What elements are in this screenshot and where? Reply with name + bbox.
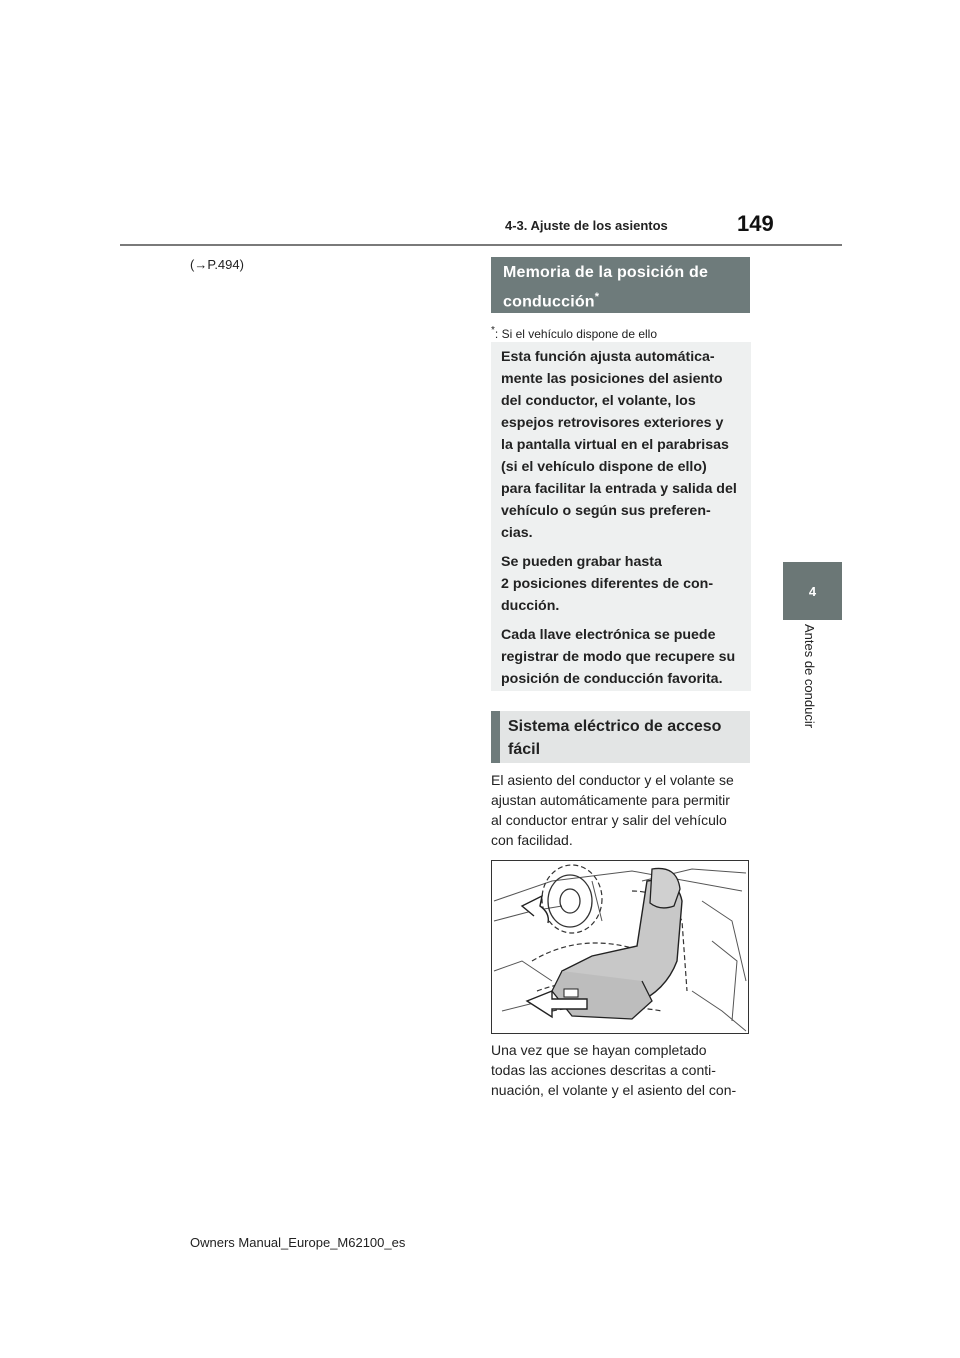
- intro-paragraph-3: [501, 624, 741, 690]
- text-line: al conductor entrar y salir del vehículo: [491, 812, 727, 828]
- footnote: [491, 325, 657, 341]
- intro-line: Esta función ajusta automática-: [501, 349, 715, 365]
- footer-text: Owners Manual_Europe_M62100_es: [190, 1235, 406, 1250]
- intro-line: (si el vehículo dispone de ello): [501, 459, 707, 475]
- intro-line: Cada llave electrónica se puede: [501, 627, 716, 643]
- intro-line: mente las posiciones del asiento: [501, 371, 723, 387]
- page-reference-link[interactable]: (→P.494): [190, 257, 244, 272]
- memory-section-heading: [491, 257, 750, 313]
- intro-line: espejos retrovisores exteriores y: [501, 415, 724, 431]
- text-line: todas las acciones descritas a conti-: [491, 1062, 716, 1078]
- seat-drawing: [492, 861, 748, 1033]
- intro-line: cias.: [501, 525, 533, 541]
- intro-line: para facilitar la entrada y salida del: [501, 481, 737, 497]
- intro-line: Se pueden grabar hasta: [501, 554, 662, 570]
- intro-line: del conductor, el volante, los: [501, 393, 696, 409]
- page-number: 149: [737, 211, 774, 236]
- intro-line: vehículo o según sus preferen-: [501, 503, 711, 519]
- intro-line: ducción.: [501, 598, 560, 614]
- footnote-mark: *: [491, 325, 495, 336]
- text-line: con facilidad.: [491, 832, 573, 848]
- text-line: El asiento del conductor y el volante se: [491, 772, 734, 788]
- footnote-text: : Si el vehículo dispone de ello: [494, 327, 658, 341]
- seat-illustration: [491, 860, 749, 1034]
- chapter-number: 4: [808, 583, 817, 599]
- intro-line: la pantalla virtual en el parabrisas: [501, 437, 729, 453]
- text-line: ajustan automáticamente para permitir: [491, 792, 730, 808]
- intro-line: posición de conducción favorita.: [501, 671, 723, 687]
- easy-access-section-heading: Sistema eléctrico de acceso fácil: [491, 711, 750, 763]
- section-heading: 4-3. Ajuste de los asientos: [505, 218, 668, 233]
- text-line: Una vez que se hayan completado: [491, 1042, 707, 1058]
- easy-access-paragraph-1: [491, 770, 756, 850]
- intro-paragraph-2: [501, 551, 741, 617]
- header-rule: [120, 244, 842, 246]
- intro-box: [491, 342, 751, 691]
- chapter-side-label: Antes de conducir: [802, 624, 817, 729]
- chapter-tab[interactable]: [783, 562, 842, 620]
- intro-line: 2 posiciones diferentes de con-: [501, 576, 714, 592]
- text-line: nuación, el volante y el asiento del con-: [491, 1082, 737, 1098]
- intro-paragraph-1: [501, 346, 741, 544]
- intro-line: registrar de modo que recupere su: [501, 649, 736, 665]
- title-footnote-mark: *: [594, 291, 600, 303]
- memory-section-title: Memoria de la posición de conducción: [503, 264, 709, 311]
- easy-access-paragraph-2: [491, 1040, 756, 1100]
